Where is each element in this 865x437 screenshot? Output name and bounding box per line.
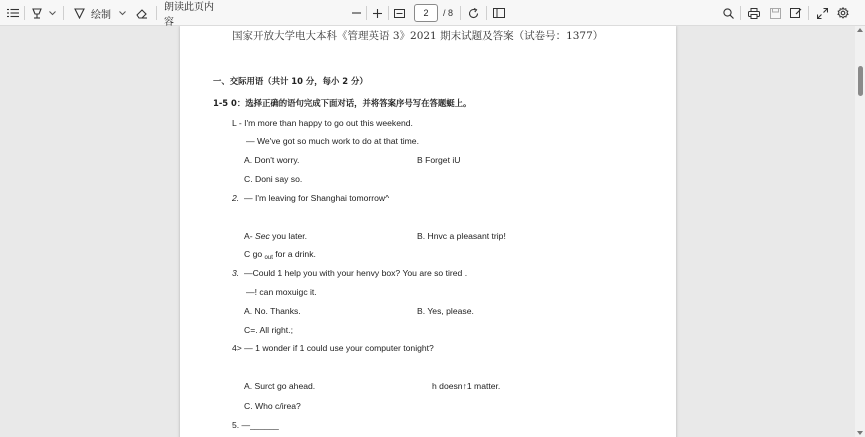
pen-icon [74, 8, 85, 19]
section-heading: 一、交际用语（共计 10 分，每小 2 分） [213, 76, 368, 86]
zoom-in-icon[interactable] [369, 0, 385, 26]
draw-label: 绘制 [91, 9, 111, 21]
q2-option-b: B. Hnvc a pleasant trip! [417, 231, 506, 241]
q4-option-b: h doesn↑1 matter. [432, 381, 501, 391]
instruction-text: 1-5 0：选择正确的语句完成下面对话，并将答案序号写在答题蜓上。 [213, 98, 472, 108]
draw-button[interactable] [74, 0, 116, 26]
q3-option-a: A. No. Thanks. [244, 306, 301, 316]
q2-prompt: — I'm leaving for Shanghai tomorrow^ [244, 193, 390, 203]
q3-prompt: —Could 1 help you with your henvy box? You are so tired . [244, 268, 468, 278]
q4-option-c: C. Who c/irea? [244, 401, 301, 411]
q3-reply: —! can moxuigc it. [246, 287, 317, 297]
save-as-icon[interactable] [788, 0, 804, 26]
read-aloud-button[interactable] [164, 0, 218, 26]
q3-option-c: C=. All right.; [244, 325, 293, 335]
q1-option-b: B Forget iU [417, 155, 461, 165]
scroll-down-arrow-icon[interactable] [857, 431, 863, 435]
document-title: 国家开放大学电大本科《管理英语 3》2021 期末试题及答案（试卷号：1377） [232, 30, 604, 42]
expand-icon[interactable] [814, 0, 830, 26]
save-icon[interactable] [767, 0, 783, 26]
q2-number: 2. [232, 193, 240, 203]
q3-option-b: B. Yes, please. [417, 306, 474, 316]
highlight-icon[interactable] [28, 0, 46, 26]
q1-reply: — We've got so much work to do at that time. [246, 136, 419, 146]
print-icon[interactable] [746, 0, 762, 26]
draw-chevron-down-icon[interactable] [116, 0, 128, 26]
q2-option-c: C go $_{out}$ for a drink. [244, 249, 316, 261]
search-icon[interactable] [720, 0, 736, 26]
scroll-up-arrow-icon[interactable] [857, 28, 863, 32]
rotate-icon[interactable] [465, 0, 481, 26]
document-viewer[interactable] [0, 26, 865, 437]
page-view-icon[interactable] [490, 0, 508, 26]
pdf-page [180, 26, 676, 437]
fit-width-icon[interactable] [391, 0, 407, 26]
scroll-thumb[interactable] [858, 66, 863, 96]
read-aloud-label: 朗读此页内容 [164, 2, 214, 28]
contents-icon[interactable] [4, 0, 22, 26]
eraser-icon[interactable] [134, 0, 150, 26]
q1-prompt: L - I'm more than happy to go out this weekend. [232, 118, 413, 128]
vertical-scrollbar[interactable] [855, 26, 865, 437]
page-total: / 8 [443, 8, 454, 18]
page-number-input[interactable]: 2 [414, 4, 438, 22]
q2-option-a: A- Sec you later. [244, 231, 308, 241]
q4-prompt: 4> — 1 wonder if 1 could use your computer tonight? [232, 343, 434, 353]
zoom-out-icon[interactable] [348, 0, 364, 26]
highlight-chevron-down-icon[interactable] [46, 0, 58, 26]
q1-option-a: A. Don't worry. [244, 155, 300, 165]
q1-option-c: C. Doni say so. [244, 174, 303, 184]
q3-number: 3. [232, 268, 240, 278]
pdf-toolbar [0, 0, 865, 26]
q5-prompt: 5. —______ [232, 420, 279, 430]
settings-gear-icon[interactable] [835, 0, 851, 26]
q4-option-a: A. Surct go ahead. [244, 381, 316, 391]
